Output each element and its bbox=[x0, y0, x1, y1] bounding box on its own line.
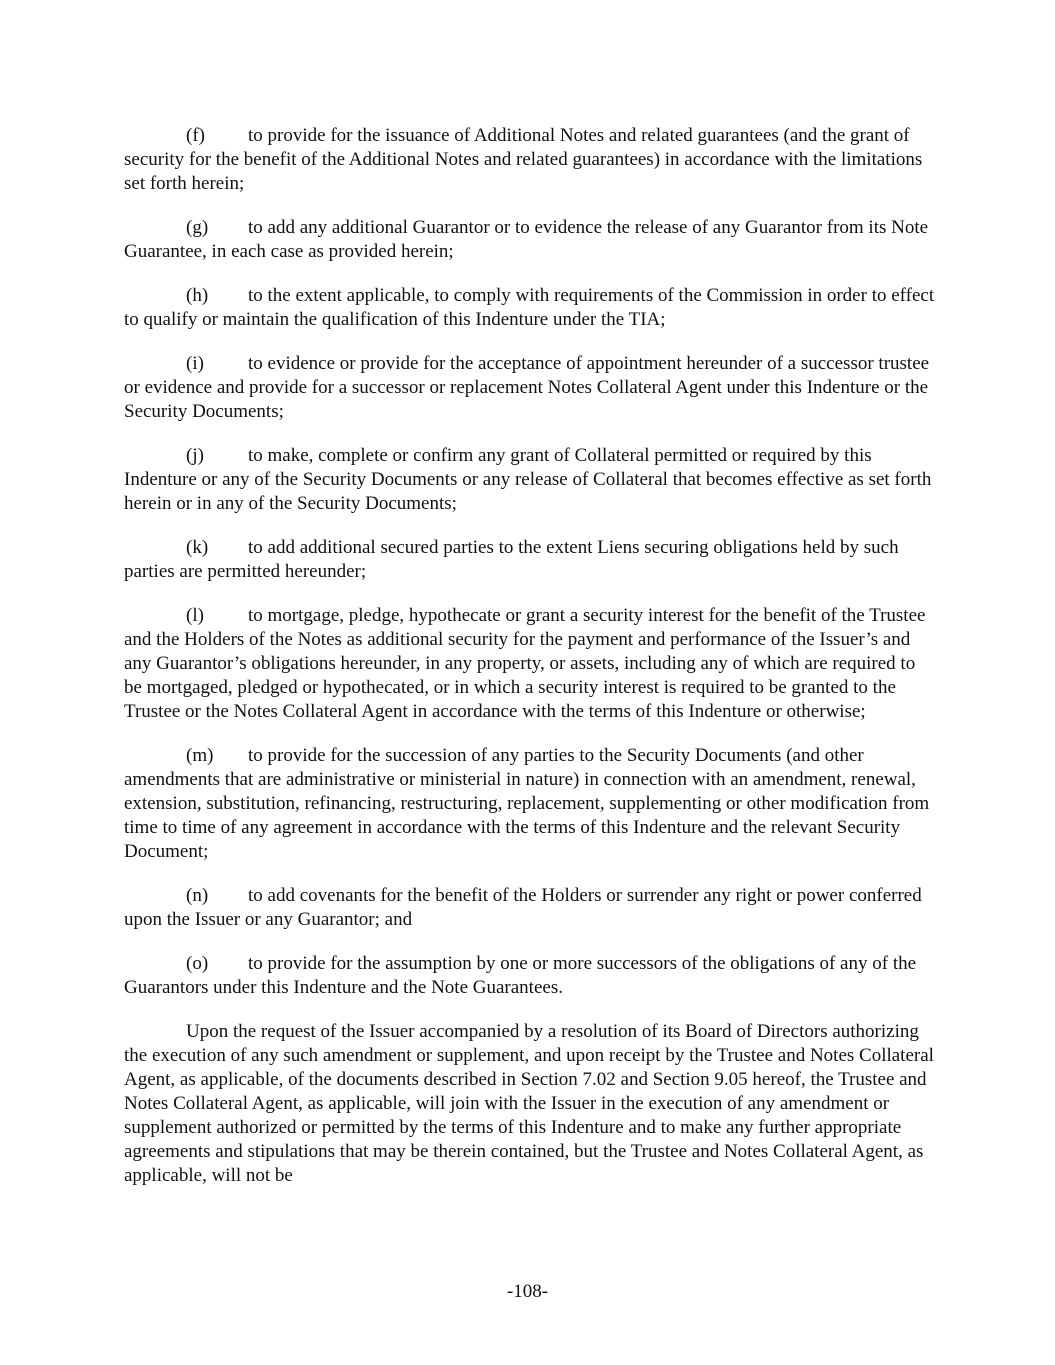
page-number: -108- bbox=[506, 1281, 549, 1302]
clause-paragraph bbox=[124, 884, 936, 932]
clause-paragraph bbox=[124, 352, 936, 424]
clause-label: (n) bbox=[186, 885, 209, 906]
clause-paragraph bbox=[124, 744, 936, 864]
clause-list bbox=[124, 124, 936, 1000]
clause-label: (o) bbox=[186, 953, 209, 974]
clause-label: (k) bbox=[186, 537, 209, 558]
clause-paragraph bbox=[124, 124, 936, 196]
closing-paragraph: Upon the request of the Issuer accompanied by a resolution of its Board of Directors authorizing the execution of any such amendment or supplement, and upon receipt by the Trustee and Notes Collateral Agent, as applicable, of the documents described in Section 7.02 and Section 9.05 hereof, the Trustee and Notes Collateral Agent, as applicable, will join with the Issuer in the execution of any amendment or supplement authorized or permitted by the terms of this Indenture and to make any further appropriate agreements and stipulations that may be therein contained, but the Trustee and Notes Collateral Agent, as applicable, will not be bbox=[124, 1021, 934, 1186]
clause-label: (g) bbox=[186, 217, 209, 238]
clause-text: to mortgage, pledge, hypothecate or grant a security interest for the benefit of the Trustee and the Holders of the Notes as additional security for the payment and performance of the Issuer’s and any Guarantor’s obligations hereunder, in any property, or assets, including any of which are required to be mortgaged, pledged or hypothecated, or in which a security interest is required to be granted to the Trustee or the Notes Collateral Agent in accordance with the terms of this Indenture or otherwise; bbox=[124, 605, 926, 722]
clause-paragraph bbox=[124, 604, 936, 724]
clause-paragraph bbox=[124, 284, 936, 332]
clause-text: to evidence or provide for the acceptance of appointment hereunder of a successor trustee or evidence and provide for a successor or replacement Notes Collateral Agent under this Indenture or the Security Documents; bbox=[124, 353, 930, 422]
clause-paragraph bbox=[124, 536, 936, 584]
clause-paragraph bbox=[124, 444, 936, 516]
clause-text: to provide for the succession of any parties to the Security Documents (and other amendments that are administrative or ministerial in nature) in connection with an amendment, renewal, extension, substitution, refinancing, restructuring, replacement, supplementing or other modification from time to time of any agreement in accordance with the terms of this Indenture and the relevant Security Document; bbox=[124, 745, 930, 862]
clause-label: (m) bbox=[186, 745, 214, 766]
clause-text: to make, complete or confirm any grant of Collateral permitted or required by this Indenture or any of the Security Documents or any release of Collateral that becomes effective as set forth herein or in any of the Security Documents; bbox=[124, 445, 932, 514]
clause-label: (j) bbox=[186, 445, 204, 466]
clause-text: to add covenants for the benefit of the Holders or surrender any right or power conferred upon the Issuer or any Guarantor; and bbox=[124, 885, 922, 930]
clause-label: (h) bbox=[186, 285, 209, 306]
clause-text: to provide for the issuance of Additional Notes and related guarantees (and the grant of security for the benefit of the Additional Notes and related guarantees) in accordance with the limitations set forth herein; bbox=[124, 125, 923, 194]
clause-text: to the extent applicable, to comply with requirements of the Commission in order to effect to qualify or maintain the qualification of this Indenture under the TIA; bbox=[124, 285, 935, 330]
clause-text: to add additional secured parties to the extent Liens securing obligations held by such parties are permitted hereunder; bbox=[124, 537, 899, 582]
clause-label: (l) bbox=[186, 605, 204, 626]
clause-label: (i) bbox=[186, 353, 204, 374]
clause-text: to add any additional Guarantor or to evidence the release of any Guarantor from its Note Guarantee, in each case as provided herein; bbox=[124, 217, 929, 262]
clause-text: to provide for the assumption by one or more successors of the obligations of any of the Guarantors under this Indenture and the Note Guarantees. bbox=[124, 953, 917, 998]
clause-paragraph bbox=[124, 952, 936, 1000]
document-page bbox=[124, 124, 936, 1208]
clause-label: (f) bbox=[186, 125, 205, 146]
clause-paragraph bbox=[124, 216, 936, 264]
